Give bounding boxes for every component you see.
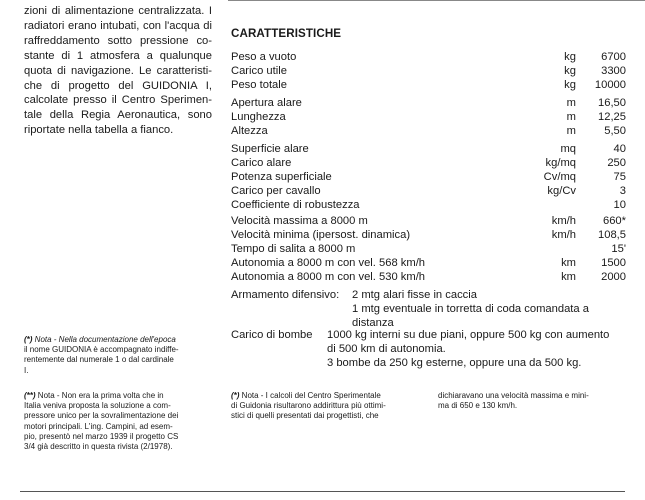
footnote-text: il nome GUIDONIA è accompagnato indiffe- — [24, 345, 179, 355]
spec-unit: kg/Cv — [547, 185, 576, 197]
spec-row — [231, 156, 626, 170]
spec-value: 15' — [611, 243, 626, 255]
spec-label: Lunghezza — [231, 111, 286, 123]
footnote-text: Italia veniva proposta la soluzione a com- — [24, 401, 171, 411]
spec-unit: m — [566, 125, 576, 137]
footnote-text: motori principali. L'ing. Campini, ad esem- — [24, 421, 173, 431]
spec-label: Potenza superficiale — [231, 171, 332, 183]
footnote-marker: (*) — [24, 335, 33, 344]
body-line: zioni di alimentazione centralizzata. I — [24, 5, 212, 17]
spec-label: Peso totale — [231, 79, 287, 91]
spec-label: Velocità minima (ipersost. dinamica) — [231, 229, 411, 241]
bomb-load-line: 3 bombe da 250 kg esterne, oppure una da 500 kg. — [327, 357, 582, 369]
footnote-text: rentemente dal numerale 1 o dal cardinale — [24, 355, 174, 365]
armament-label: Armamento difensivo: — [231, 289, 340, 301]
body-line: calcolate presso il Centro Sperimen- — [24, 94, 212, 107]
spec-value: 6700 — [601, 51, 626, 63]
spec-unit: kg — [564, 79, 576, 91]
footnote-text: stici di quelli presentati dai progettisti, che — [231, 411, 379, 421]
spec-row — [231, 96, 626, 110]
body-text-column — [24, 4, 212, 138]
spec-value: 3 — [619, 185, 626, 197]
spec-unit: m — [566, 97, 576, 109]
spec-unit: km/h — [551, 229, 576, 241]
spec-value: 1500 — [601, 257, 626, 269]
footnote-text: Nota - Non era la prima volta che in — [35, 391, 164, 400]
spec-row — [231, 78, 626, 92]
spec-label: Autonomia a 8000 m con vel. 568 km/h — [231, 257, 426, 269]
bomb-load-line: di 500 km di autonomia. — [327, 343, 446, 355]
spec-row — [231, 228, 626, 242]
spec-value: 3300 — [601, 65, 626, 77]
spec-value: 10 — [613, 199, 626, 211]
spec-unit: kg — [564, 51, 576, 63]
spec-unit: kg — [564, 65, 576, 77]
spec-unit: mq — [560, 143, 576, 155]
footnote-text: di Guidonia risultarono addirittura più ottimi- — [231, 401, 386, 411]
footnote-text: pressore unico per la sovralimentazione dei — [24, 411, 179, 421]
body-line: che di progetto del GUIDONIA I, — [24, 79, 212, 92]
body-line: riportate nella tabella a fianco. — [24, 124, 174, 137]
top-rule — [228, 0, 645, 1]
footnote-guidonia-calc-continued — [438, 391, 628, 411]
spec-label: Velocità massima a 8000 m — [231, 215, 368, 227]
spec-value: 108,5 — [598, 229, 626, 241]
spec-row — [231, 214, 626, 228]
body-line: stante di 1 atmosfera a qualunque — [24, 49, 212, 62]
spec-value: 2000 — [601, 271, 626, 283]
spec-value: 10000 — [594, 79, 626, 91]
body-line: quota di navigazione. Le caratteristi- — [24, 64, 212, 77]
spec-row — [231, 110, 626, 124]
spec-label: Coefficiente di robustezza — [231, 199, 360, 211]
footnote-marker: (*) — [231, 391, 240, 400]
spec-label: Superficie alare — [231, 143, 309, 155]
spec-value: 250 — [607, 157, 626, 169]
body-line: raffreddamento sotto pressione co- — [24, 34, 212, 47]
spec-value: 12,25 — [598, 111, 626, 123]
footnote-text: pio, presentò nel marzo 1939 il progetto CS — [24, 431, 179, 441]
body-line: radiatori erano intubati, con l'acqua di — [24, 19, 212, 32]
spec-label: Autonomia a 8000 m con vel. 530 km/h — [231, 271, 426, 283]
spec-row — [231, 64, 626, 78]
bottom-rule — [20, 491, 625, 492]
spec-unit: km — [561, 257, 576, 269]
spec-label: Tempo di salita a 8000 m — [231, 243, 356, 255]
footnote-text: ma di 650 e 130 km/h. — [438, 401, 518, 411]
footnote-text: 3/4 già descritto in questa rivista (2/1978). — [24, 442, 173, 452]
spec-value: 5,50 — [604, 125, 626, 137]
spec-row — [231, 124, 626, 138]
body-line: tale della Regia Aeronautica, sono — [24, 109, 212, 122]
footnote-guidonia-calc — [231, 391, 411, 422]
spec-unit: km — [561, 271, 576, 283]
spec-row — [231, 256, 626, 270]
spec-value: 16,50 — [598, 97, 626, 109]
spec-row — [231, 198, 626, 212]
spec-label: Carico alare — [231, 157, 292, 169]
spec-label: Carico per cavallo — [231, 185, 321, 197]
armament-line: distanza — [352, 317, 394, 329]
spec-label: Carico utile — [231, 65, 287, 77]
footnote-text: I. — [24, 365, 29, 375]
spec-label: Peso a vuoto — [231, 51, 297, 63]
spec-label: Apertura alare — [231, 97, 302, 109]
spec-value: 660* — [602, 215, 626, 227]
spec-unit: Cv/mq — [543, 171, 576, 183]
armament-line: 1 mtg eventuale in torretta di coda comandata a — [352, 303, 589, 315]
bomb-load-line: 1000 kg interni su due piani, oppure 500 kg con aumento — [327, 329, 610, 341]
spec-row — [231, 50, 626, 64]
bomb-load-label: Carico di bombe — [231, 329, 313, 341]
spec-row — [231, 242, 626, 256]
spec-label: Altezza — [231, 125, 268, 137]
footnote-text: Nota - Nella documentazione dell'epoca — [32, 335, 176, 344]
footnote-guidonia-name — [24, 335, 214, 376]
spec-unit: m — [566, 111, 576, 123]
footnote-text: dichiaravano una velocità massima e mini- — [438, 391, 589, 400]
spec-row — [231, 170, 626, 184]
spec-row — [231, 184, 626, 198]
spec-row — [231, 270, 626, 284]
spec-value: 75 — [613, 171, 626, 183]
armament-line: 2 mtg alari fisse in caccia — [352, 289, 477, 301]
characteristics-title: CARATTERISTICHE — [231, 27, 342, 40]
footnote-marker: (**) — [24, 391, 36, 400]
footnote-text: Nota - I calcoli del Centro Sperimentale — [239, 391, 381, 400]
spec-unit: kg/mq — [545, 157, 576, 169]
spec-unit: km/h — [551, 215, 576, 227]
footnote-compressor — [24, 391, 214, 452]
spec-value: 40 — [613, 143, 626, 155]
spec-row — [231, 142, 626, 156]
